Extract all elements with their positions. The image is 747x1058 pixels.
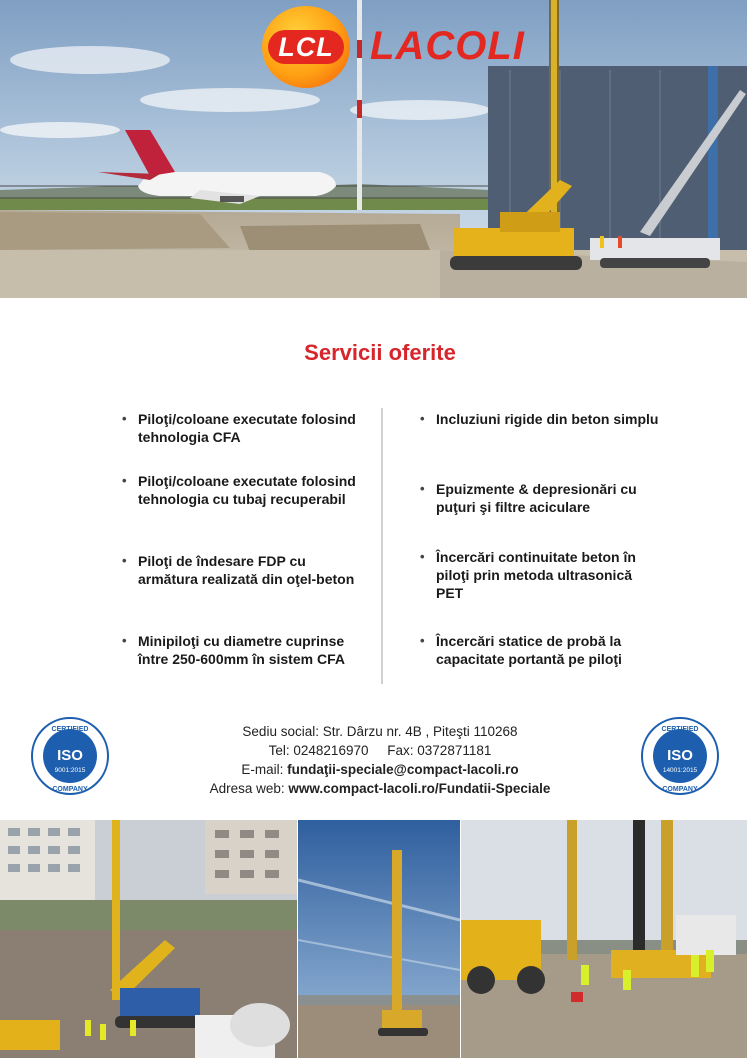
urban-site-image (0, 820, 297, 1058)
bullet-icon: • (420, 633, 425, 648)
web-label: Adresa web: (209, 781, 285, 796)
iso-14001-badge (640, 716, 720, 796)
service-text: Epuizmente & depresionări cu puţuri şi filtre aciculare (436, 481, 637, 515)
service-item (420, 632, 660, 668)
rigs-workers-image (461, 820, 747, 1058)
section-title: Servicii oferite (304, 340, 456, 365)
bullet-icon: • (122, 553, 127, 568)
iso-seal-icon (30, 716, 110, 796)
photo-rig-sky (298, 820, 460, 1058)
iso-9001-badge (30, 716, 110, 796)
service-item (122, 552, 362, 588)
bullet-icon: • (420, 411, 425, 426)
service-text: Încercări continuitate beton în piloţi prin metoda ultrasonică PET (436, 549, 636, 601)
service-text: Piloţi/coloane executate folosind tehnologia CFA (138, 411, 356, 445)
bullet-icon: • (122, 411, 127, 426)
iso-mark: ISO (57, 747, 83, 764)
photo-strip (0, 820, 747, 1058)
service-text: Încercări statice de probă la capacitate portantă pe piloţi (436, 633, 622, 667)
logo-emblem (262, 6, 350, 88)
photo-site-urban (0, 820, 297, 1058)
service-item (420, 410, 660, 428)
contact-block (150, 722, 610, 798)
iso-standard: 9001:2015 (54, 767, 86, 774)
service-text: Piloţi de îndesare FDP cu armătura realizată din oţel-beton (138, 553, 355, 587)
photo-rigs-workers (461, 820, 747, 1058)
service-item (420, 480, 660, 516)
address-text: Sediu social: Str. Dârzu nr. 4B , Piteşti 110268 (242, 724, 518, 739)
bullet-icon: • (122, 633, 127, 648)
rig-sky-image (298, 820, 460, 1058)
tel-label: Tel: (268, 743, 290, 758)
web-line (150, 779, 610, 798)
service-item (122, 632, 362, 668)
hero-photo (0, 0, 747, 298)
email-link[interactable]: fundaţii-speciale@compact-lacoli.ro (287, 762, 519, 777)
email-line (150, 760, 610, 779)
web-link[interactable]: www.compact-lacoli.ro/Fundatii-Speciale (288, 781, 551, 796)
tel-value[interactable]: 0248216970 (293, 743, 369, 758)
bullet-icon: • (122, 473, 127, 488)
column-divider (381, 408, 383, 684)
iso-top-text: CERTIFIED (661, 726, 699, 733)
iso-mark: ISO (667, 747, 693, 764)
iso-bottom-text: COMPANY (662, 786, 698, 793)
iso-bottom-text: COMPANY (52, 786, 88, 793)
address-line (150, 722, 610, 741)
phone-line (150, 741, 610, 760)
service-item (122, 472, 362, 508)
service-text: Piloţi/coloane executate folosind tehnologia cu tubaj recuperabil (138, 473, 356, 507)
logo-wordmark: LACOLI (370, 24, 525, 68)
service-text: Incluziuni rigide din beton simplu (436, 411, 659, 427)
service-item (420, 548, 660, 602)
iso-standard: 14001:2015 (662, 767, 698, 774)
iso-top-text: CERTIFIED (51, 726, 89, 733)
logo-short: LCL (278, 32, 334, 62)
fax-label: Fax: (387, 743, 414, 758)
email-label: E-mail: (241, 762, 284, 777)
iso-seal-icon (640, 716, 720, 796)
company-logo (262, 6, 525, 88)
service-text: Minipiloţi cu diametre cuprinse între 250-600mm în sistem CFA (138, 633, 345, 667)
fax-value: 0372871181 (417, 743, 492, 758)
service-item (122, 410, 362, 446)
bullet-icon: • (420, 481, 425, 496)
bullet-icon: • (420, 549, 425, 564)
